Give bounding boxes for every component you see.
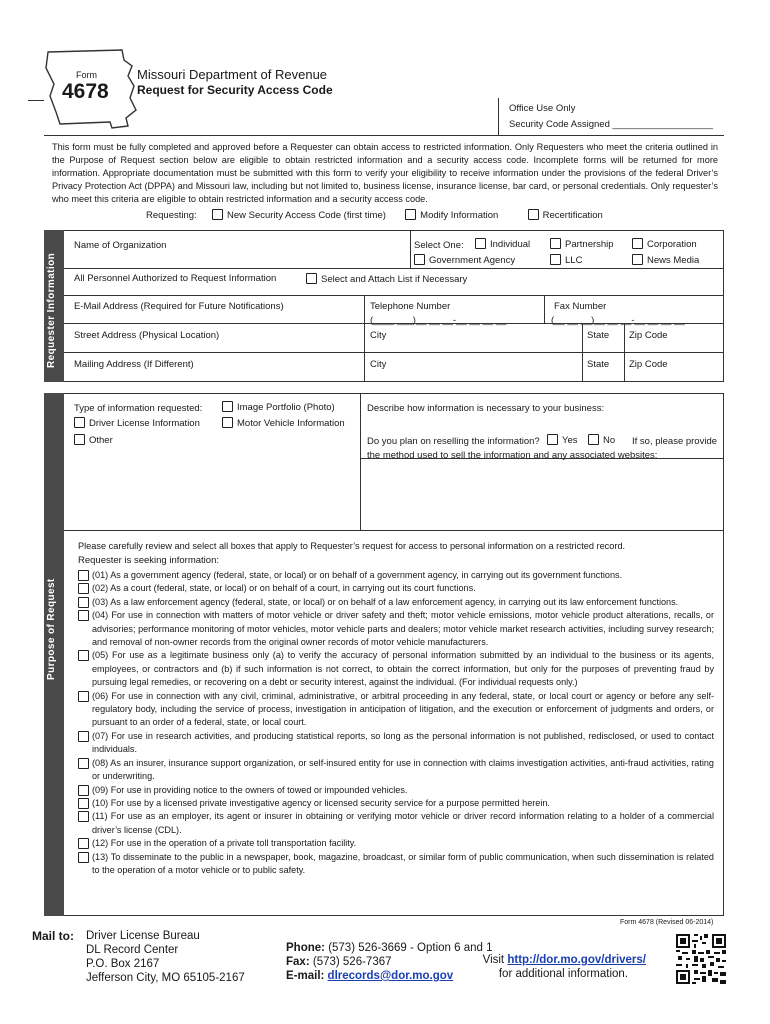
purpose-list: [80, 569, 714, 877]
telephone-label: Telephone Number: [370, 301, 451, 312]
recert-checkbox[interactable]: [528, 209, 539, 220]
recert-option[interactable]: Recertification: [528, 210, 603, 221]
street-zip-field[interactable]: Zip Code: [629, 330, 668, 341]
purpose-13-checkbox[interactable]: [78, 852, 89, 863]
visit-line: [478, 953, 646, 967]
org-type-government[interactable]: Government Agency: [414, 254, 515, 266]
purpose-item-05[interactable]: (05) For use as a legitimate business only (a) to verify the accuracy of personal information submitted by an individual to the business or its agents, employees, or contractors and (b) if such information is not correct, to obtain the correct information, but only for the purposes of preventing fraud by pursuing legal remedies, or recovering on a debt or security interest, against the individual. (For individual requests only.): [80, 649, 714, 689]
agency-name: Missouri Department of Revenue: [137, 67, 328, 82]
requester-side-label: Requester Information: [46, 252, 57, 368]
partnership-checkbox[interactable]: [550, 238, 561, 249]
motor-vehicle-checkbox[interactable]: [222, 417, 233, 428]
purpose-item-12[interactable]: (12) For use in the operation of a private toll transportation facility.: [80, 837, 714, 850]
describe-field[interactable]: Describe how information is necessary to your business:: [367, 403, 605, 414]
purpose-10-checkbox[interactable]: [78, 798, 89, 809]
form-revision: Form 4678 (Revised 06-2014): [620, 919, 714, 926]
resell-yes-option[interactable]: Yes: [547, 434, 578, 446]
fax-field[interactable]: (__ __ __)__ __ __-__ __ __ __: [551, 315, 685, 326]
street-state-field[interactable]: State: [587, 330, 610, 341]
office-use-label: Office Use Only: [509, 103, 576, 114]
purpose-04-checkbox[interactable]: [78, 610, 89, 621]
modify-checkbox[interactable]: [405, 209, 416, 220]
address-line-2: DL Record Center: [86, 944, 179, 956]
form-label: Form: [76, 70, 97, 80]
email-link[interactable]: dlrecords@dor.mo.gov: [327, 970, 454, 982]
address-line-4: Jefferson City, MO 65105-2167: [86, 972, 245, 984]
street-address-field[interactable]: Street Address (Physical Location): [74, 330, 220, 341]
intro-text: This form must be fully completed and approved before a Requester can obtain access to restricted information. Only Requesters who meet the criteria outlined in the Purpose of Request section below are eligible to obtain restricted information and a security access code. Incomplete forms will be returned for more information. Appropriate documentation must be submitted with this form to verify your eligibility to receive information under the provisions of the federal Driver’s Privacy Protection Act (DPPA) and Missouri law, including but not limited to, business license, insurance license, bar card, or personal credentials. Only requester’s who meet this criteria are eligible to obtain restricted information and a security access code.: [52, 142, 718, 204]
driver-license-checkbox[interactable]: [74, 417, 85, 428]
purpose-05-checkbox[interactable]: [78, 650, 89, 661]
additional-info: for additional information.: [498, 968, 628, 980]
qr-code-icon[interactable]: [676, 934, 726, 984]
fax-label: Fax Number: [554, 301, 607, 312]
street-city-field[interactable]: City: [370, 330, 387, 341]
email-label: E-mail:: [286, 970, 325, 982]
purpose-item-10[interactable]: (10) For use by a licensed private investigative agency or licensed security service for a purpose permitted herein.: [80, 797, 714, 810]
image-portfolio-option[interactable]: Image Portfolio (Photo): [222, 401, 335, 413]
resell-tail: If so, please provide: [632, 436, 718, 447]
mailing-state-field[interactable]: State: [587, 359, 610, 370]
mailing-address-field[interactable]: Mailing Address (If Different): [74, 359, 194, 370]
info-type-label: Type of information requested:: [74, 403, 203, 414]
resell-no-option[interactable]: No: [588, 434, 615, 446]
driver-license-option[interactable]: Driver License Information: [74, 417, 200, 429]
purpose-item-01[interactable]: (01) As a government agency (federal, state, or local) or on behalf of a government agency, in carrying out its government functions.: [80, 569, 714, 582]
attach-list-option[interactable]: Select and Attach List if Necessary: [306, 273, 467, 285]
purpose-item-02[interactable]: (02) As a court (federal, state, or local) or on behalf of a court, in carrying out its court functions.: [80, 582, 714, 595]
intro-box: [44, 135, 724, 227]
requesting-label: Requesting:: [146, 210, 197, 221]
attach-list-checkbox[interactable]: [306, 273, 317, 284]
form-number-rule: [28, 100, 44, 101]
org-type-corporation[interactable]: Corporation: [632, 238, 697, 250]
mailing-address: [86, 929, 245, 985]
purpose-item-06[interactable]: (06) For use in connection with any civil, criminal, administrative, or arbitral proceeding in any federal, state, or local court or agency or before any self-regulatory body, including the service of process, investigation in anticipation of litigation, and the execution or enforcement of judgments and orders, or pursuant to an order of a federal, state, or local court.: [80, 690, 714, 730]
purpose-section: [64, 393, 724, 916]
news-media-checkbox[interactable]: [632, 254, 643, 265]
org-type-partnership[interactable]: Partnership: [550, 238, 614, 250]
org-type-individual[interactable]: Individual: [475, 238, 530, 250]
form-title: Request for Security Access Code: [137, 83, 333, 97]
review-intro: Please carefully review and select all boxes that apply to Requester’s request for access to personal information on a restricted record.: [78, 541, 626, 551]
purpose-12-checkbox[interactable]: [78, 838, 89, 849]
purpose-item-03[interactable]: (03) As a law enforcement agency (federal, state, or local) or on behalf of a law enforcement agency, in carrying out its law enforcement functions.: [80, 596, 714, 609]
purpose-07-checkbox[interactable]: [78, 731, 89, 742]
government-checkbox[interactable]: [414, 254, 425, 265]
phone-number: (573) 526-3669 - Option 6 and 1: [328, 942, 493, 954]
llc-checkbox[interactable]: [550, 254, 561, 265]
org-name-field[interactable]: Name of Organization: [74, 240, 167, 251]
visit-label: Visit: [482, 954, 505, 966]
purpose-03-checkbox[interactable]: [78, 597, 89, 608]
other-checkbox[interactable]: [74, 434, 85, 445]
resell-yes-checkbox[interactable]: [547, 434, 558, 445]
purpose-item-08[interactable]: (08) As an insurer, insurance support organization, or self-insured entity for use in connection with claims investigation activities, anti-fraud activities, rating or underwriting.: [80, 757, 714, 784]
contact-block: [286, 941, 493, 983]
purpose-item-04[interactable]: (04) For use in connection with matters of motor vehicle or driver safety and theft; motor vehicle emissions, motor vehicle product alterations, recalls, or advisories; performance monitoring of motor vehicles, motor vehicle parts and dealers; motor vehicle market research activities, including survey research; and removal of non-owner records from the original owner records of motor vehicle manufacturers.: [80, 609, 714, 649]
purpose-item-07[interactable]: (07) For use in research activities, and producing statistical reports, so long as the personal information is not published, redisclosed, or used to contact individuals.: [80, 730, 714, 757]
personnel-field[interactable]: All Personnel Authorized to Request Information: [74, 273, 277, 284]
resell-question-text: Do you plan on reselling the information?: [367, 436, 540, 447]
purpose-item-09[interactable]: (09) For use in providing notice to the owners of towed or impounded vehicles.: [80, 784, 714, 797]
modify-option[interactable]: Modify Information: [405, 210, 498, 221]
resell-no-checkbox[interactable]: [588, 434, 599, 445]
office-use-box: [498, 98, 722, 136]
purpose-08-checkbox[interactable]: [78, 758, 89, 769]
corporation-checkbox[interactable]: [632, 238, 643, 249]
motor-vehicle-option[interactable]: Motor Vehicle Information: [222, 417, 345, 429]
mailing-city-field[interactable]: City: [370, 359, 387, 370]
image-portfolio-checkbox[interactable]: [222, 401, 233, 412]
website-link[interactable]: http://dor.mo.gov/drivers/: [507, 954, 646, 966]
individual-checkbox[interactable]: [475, 238, 486, 249]
phone-line: [286, 941, 493, 955]
seeking-label: Requester is seeking information:: [78, 555, 219, 566]
org-type-llc[interactable]: LLC: [550, 254, 582, 266]
purpose-01-checkbox[interactable]: [78, 570, 89, 581]
purpose-02-checkbox[interactable]: [78, 583, 89, 594]
requester-section: [64, 230, 724, 382]
requesting-row: [146, 209, 603, 221]
other-option[interactable]: Other: [74, 434, 113, 446]
purpose-09-checkbox[interactable]: [78, 785, 89, 796]
fax-number: (573) 526-7367: [312, 956, 392, 968]
email-field[interactable]: E-Mail Address (Required for Future Notifications): [74, 301, 284, 312]
phone-label: Phone:: [286, 942, 325, 954]
security-code-assigned: Security Code Assigned ___________________: [509, 119, 713, 130]
select-one-label: Select One:: [414, 240, 464, 251]
mailing-zip-field[interactable]: Zip Code: [629, 359, 668, 370]
address-line-3: P.O. Box 2167: [86, 958, 160, 970]
fax-line: [286, 955, 493, 969]
new-code-option[interactable]: New Security Access Code (first time): [212, 210, 386, 221]
org-type-news-media[interactable]: News Media: [632, 254, 699, 266]
purpose-side-label: Purpose of Request: [46, 578, 57, 680]
form-number: 4678: [62, 80, 109, 103]
mail-to-label: Mail to:: [32, 929, 74, 943]
purpose-item-13[interactable]: (13) To disseminate to the public in a newspaper, book, magazine, broadcast, or similar form of public communication, when such dissemination is related to the operation of a motor vehicle or to public safety.: [80, 851, 714, 878]
fax-label-footer: Fax:: [286, 956, 310, 968]
purpose-06-checkbox[interactable]: [78, 691, 89, 702]
new-code-checkbox[interactable]: [212, 209, 223, 220]
purpose-11-checkbox[interactable]: [78, 811, 89, 822]
purpose-item-11[interactable]: (11) For use as an employer, its agent or insurer in obtaining or verifying motor vehicle or driver record information relating to a holder of a commercial driver’s license (CDL).: [80, 810, 714, 837]
email-line: [286, 969, 493, 983]
resell-method-field[interactable]: the method used to sell the information and any associated websites:: [367, 450, 658, 461]
address-line-1: Driver License Bureau: [86, 930, 200, 942]
telephone-field[interactable]: (____ ___)__ __ __-__ __ __ __: [370, 315, 507, 326]
visit-block: [478, 953, 646, 981]
